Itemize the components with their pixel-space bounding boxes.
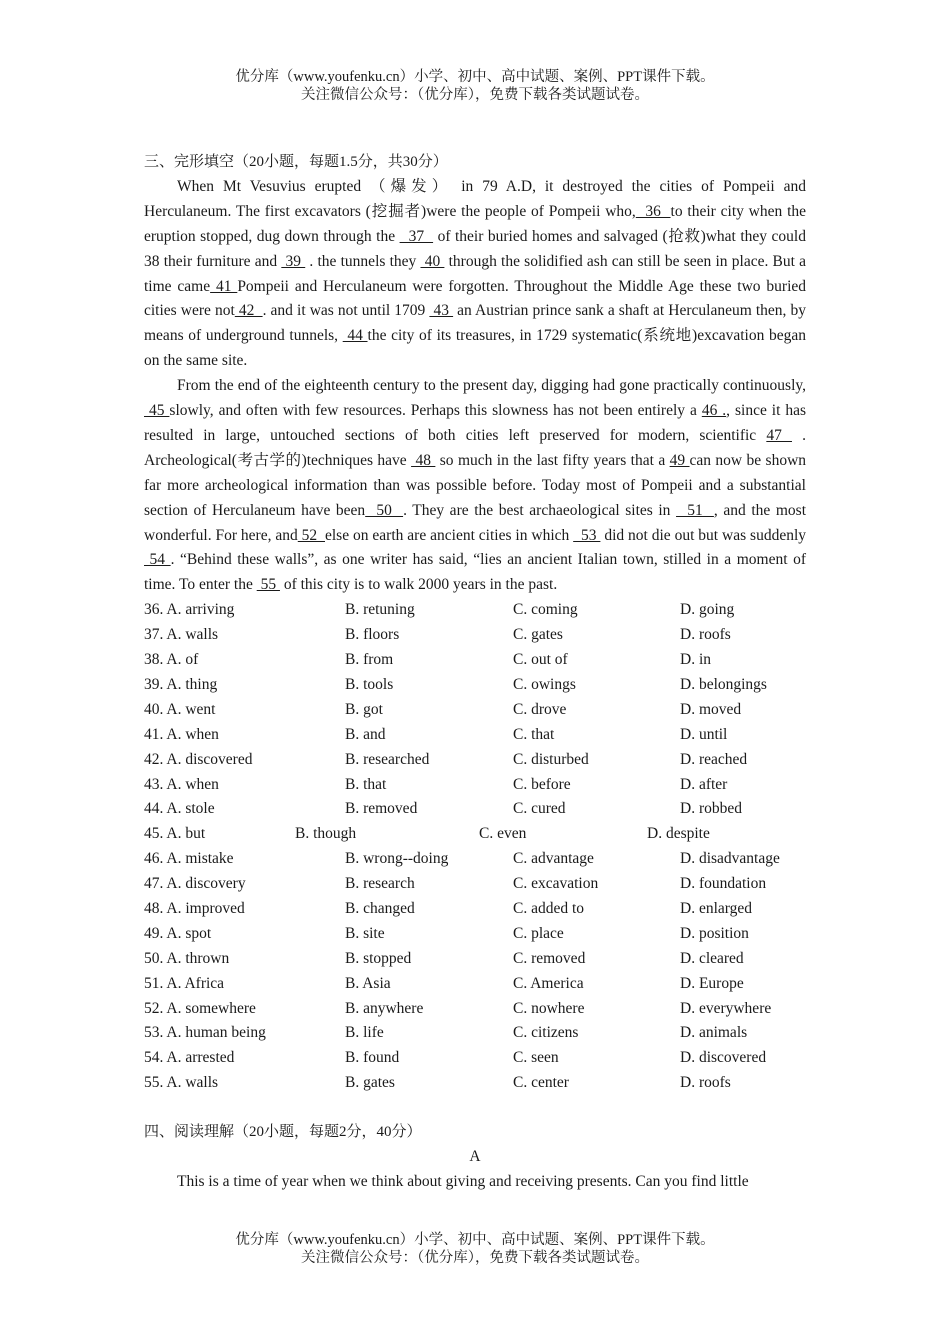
option-b: B. research: [345, 875, 415, 893]
header-line-1: 优分库（www.youfenku.cn）小学、初中、高中试题、案例、PPT课件下载。: [235, 69, 715, 85]
cloze-blank: 54: [144, 551, 171, 569]
question-row: [144, 1046, 806, 1071]
paragraph-text: From the end of the eighteenth century to the present day, digging had gone practically continuously,: [177, 377, 806, 395]
option-b: B. got: [345, 700, 383, 718]
question-row: [144, 773, 806, 798]
option-b: B. Asia: [345, 974, 391, 992]
exam-content: [144, 150, 806, 1195]
option-b: B. stopped: [345, 949, 412, 967]
question-option-a: 49. A. spot: [144, 924, 212, 942]
question-row: [144, 972, 806, 997]
question-option-a: 37. A. walls: [144, 626, 219, 644]
question-option-a: 45. A. but: [144, 825, 206, 843]
option-c: C. cured: [513, 800, 566, 818]
paragraph-text: Pompeii and Herculaneum were forgotten. Throughout the Middle Age these two buried cities were not: [144, 277, 807, 320]
option-b: B. found: [345, 1049, 400, 1067]
cloze-blank: 41: [210, 277, 238, 295]
option-b: B. anywhere: [345, 999, 424, 1017]
option-b: B. from: [345, 651, 394, 669]
option-b: B. tools: [345, 675, 394, 693]
option-b: B. and: [345, 725, 386, 743]
paragraph-text: . “Behind these walls”, as one writer has said, “lies an ancient Italian town, stilled in a moment of time. To enter the: [144, 551, 806, 594]
option-c: C. drove: [513, 700, 567, 718]
option-b: B. wrong--doing: [345, 850, 449, 868]
question-row: [144, 797, 806, 822]
paragraph-text: through the solidified ash can still be seen in place. But a time came: [144, 252, 807, 295]
spacer: [144, 1096, 806, 1120]
question-option-a: 39. A. thing: [144, 675, 218, 693]
cloze-blank: 43: [429, 302, 454, 320]
paragraph-text: When Mt Vesuvius erupted （爆发） in 79 A.D, it destroyed the cities of Pompeii and Herculaneum. The first excavators (挖掘者)were the people of Pompeii who,: [144, 177, 806, 220]
option-b: B. that: [345, 775, 387, 793]
option-c: C. gates: [513, 626, 563, 644]
paragraph-text: the city of its treasures, in 1729 systematic(系统地)excavation began on the same site.: [144, 327, 806, 370]
question-row: [144, 997, 806, 1022]
option-c: C. disturbed: [513, 750, 589, 768]
cloze-blank: 47: [766, 426, 792, 444]
option-d: D. in: [680, 651, 711, 669]
cloze-blank: 39: [281, 252, 306, 270]
option-c: C. center: [513, 1074, 569, 1092]
option-c: C. owings: [513, 675, 576, 693]
paragraph-text: , and the most wonderful. For here, and: [144, 501, 807, 544]
option-d: D. after: [680, 775, 728, 793]
question-row: [144, 1071, 806, 1096]
option-d: D. reached: [680, 750, 748, 768]
cloze-blank: 51: [676, 501, 714, 519]
cloze-options: [144, 598, 806, 1096]
option-d: D. roofs: [680, 1074, 731, 1092]
option-c: C. out of: [513, 651, 568, 669]
option-c: C. added to: [513, 899, 585, 917]
question-row: [144, 598, 806, 623]
paragraph-text: else on earth are ancient cities in which: [325, 526, 574, 544]
option-c: C. removed: [513, 949, 586, 967]
option-b: B. life: [345, 1024, 384, 1042]
option-b: B. gates: [345, 1074, 395, 1092]
option-d: D. discovered: [680, 1049, 767, 1067]
option-d: D. everywhere: [680, 999, 772, 1017]
option-d: D. until: [680, 725, 728, 743]
option-c: C. America: [513, 974, 584, 992]
option-c: C. nowhere: [513, 999, 585, 1017]
question-row: [144, 723, 806, 748]
passage-a-heading: A: [469, 1148, 481, 1165]
paragraph-text: an Austrian prince sank a shaft at Herculaneum then, by means of underground tunnels,: [144, 302, 807, 345]
option-d: D. roofs: [680, 626, 731, 644]
question-row: [144, 897, 806, 922]
option-b: B. researched: [345, 750, 430, 768]
option-c: C. excavation: [513, 875, 599, 893]
page-footer: [0, 1231, 950, 1267]
header-line-2: 关注微信公众号：（优分库），免费下载各类试题试卷。: [301, 87, 649, 103]
question-row: [144, 673, 806, 698]
cloze-paragraph-2: [144, 374, 806, 598]
paragraph-text: so much in the last fifty years that a: [435, 451, 670, 469]
cloze-blank: 37: [399, 227, 434, 245]
cloze-paragraph-1: [144, 175, 806, 374]
question-option-a: 50. A. thrown: [144, 949, 230, 967]
paragraph-text: can now be shown far more archeological information than was possible before. Today most of Pompeii and a substantial section of Herculaneum have been: [144, 451, 807, 519]
option-d: D. robbed: [680, 800, 742, 818]
question-row: [144, 1021, 806, 1046]
question-row: [144, 623, 806, 648]
option-d: D. animals: [680, 1024, 748, 1042]
question-option-a: 43. A. when: [144, 775, 219, 793]
question-row: [144, 648, 806, 673]
option-c: C. place: [513, 924, 564, 942]
option-d: D. belongings: [680, 675, 767, 693]
cloze-blank: 45: [144, 402, 170, 420]
question-row: [144, 748, 806, 773]
option-d: D. Europe: [680, 974, 744, 992]
paragraph-text: . and it was not until 1709: [262, 302, 430, 320]
cloze-blank: 48: [411, 451, 436, 469]
cloze-blank: 46 .: [701, 402, 727, 420]
option-b: B. removed: [345, 800, 418, 818]
paragraph-text: . Archeological(考古学的)techniques have: [144, 426, 807, 469]
option-c: C. before: [513, 775, 571, 793]
page-header: [0, 68, 950, 104]
option-d: D. foundation: [680, 875, 767, 893]
question-option-a: 51. A. Africa: [144, 974, 225, 992]
cloze-blank: 44: [342, 327, 368, 345]
paragraph-text: of their buried homes and salvaged (抢救)what they could 38 their furniture and: [144, 227, 806, 270]
paragraph-text: , since it has resulted in large, untouched sections of both cities left preserved for modern, scientific: [144, 402, 807, 444]
option-c: C. advantage: [513, 850, 594, 868]
option-d: D. cleared: [680, 949, 744, 967]
option-b: B. floors: [345, 626, 400, 644]
question-option-a: 46. A. mistake: [144, 850, 234, 868]
option-c: C. that: [513, 725, 555, 743]
question-row: [144, 698, 806, 723]
option-c: C. even: [479, 825, 527, 843]
cloze-blank: 53: [573, 526, 601, 544]
footer-line-1: 优分库（www.youfenku.cn）小学、初中、高中试题、案例、PPT课件下载。: [235, 1232, 715, 1248]
paragraph-text: of this city is to walk 2000 years in the past.: [279, 576, 558, 594]
paragraph-text: slowly, and often with few resources. Perhaps this slowness has not been entirely a: [169, 402, 702, 420]
footer-line-2: 关注微信公众号：（优分库），免费下载各类试题试卷。: [301, 1250, 649, 1266]
option-d: D. position: [680, 924, 749, 942]
question-option-a: 54. A. arrested: [144, 1049, 235, 1067]
paragraph-text: did not die out but was suddenly: [600, 526, 806, 544]
section-4-title: 四、阅读理解（20小题，每题2分，40分）: [144, 1124, 422, 1141]
question-row: [144, 947, 806, 972]
question-option-a: 53. A. human being: [144, 1024, 266, 1042]
option-c: C. citizens: [513, 1024, 579, 1042]
paragraph-text: . the tunnels they: [305, 252, 421, 270]
question-option-a: 41. A. when: [144, 725, 219, 743]
question-option-a: 40. A. went: [144, 700, 216, 718]
question-option-a: 48. A. improved: [144, 899, 245, 917]
option-c: C. coming: [513, 601, 578, 619]
cloze-blank: 40: [420, 252, 445, 270]
cloze-blank: 42: [234, 302, 263, 320]
option-c: C. seen: [513, 1049, 559, 1067]
question-option-a: 36. A. arriving: [144, 601, 235, 619]
question-row: [144, 822, 806, 847]
section-3-title: 三、完形填空（20小题，每题1.5分，共30分）: [144, 154, 448, 170]
option-d: D. moved: [680, 700, 742, 718]
question-row: [144, 847, 806, 872]
question-option-a: 44. A. stole: [144, 800, 215, 818]
question-option-a: 52. A. somewhere: [144, 999, 256, 1017]
question-option-a: 42. A. discovered: [144, 750, 253, 768]
option-d: D. despite: [647, 825, 710, 843]
option-d: D. going: [680, 601, 735, 619]
cloze-blank: 49: [669, 451, 690, 469]
question-option-a: 38. A. of: [144, 651, 199, 669]
cloze-blank: 36: [635, 202, 671, 220]
passage-a-intro: This is a time of year when we think about giving and receiving presents. Can you find little: [177, 1172, 749, 1190]
cloze-blank: 55: [256, 576, 280, 594]
question-row: [144, 922, 806, 947]
option-d: D. disadvantage: [680, 850, 780, 868]
option-b: B. site: [345, 924, 385, 942]
cloze-blank: 52: [297, 526, 325, 544]
question-row: [144, 872, 806, 897]
question-option-a: 47. A. discovery: [144, 875, 246, 893]
option-b: B. changed: [345, 899, 415, 917]
option-b: B. though: [295, 825, 357, 843]
option-b: B. retuning: [345, 601, 415, 619]
cloze-blank: 50: [365, 501, 404, 519]
paragraph-text: to their city when the eruption stopped, dug down through the: [144, 202, 807, 245]
question-option-a: 55. A. walls: [144, 1074, 219, 1092]
option-d: D. enlarged: [680, 899, 753, 917]
paragraph-text: . They are the best archaeological sites in: [403, 501, 677, 519]
